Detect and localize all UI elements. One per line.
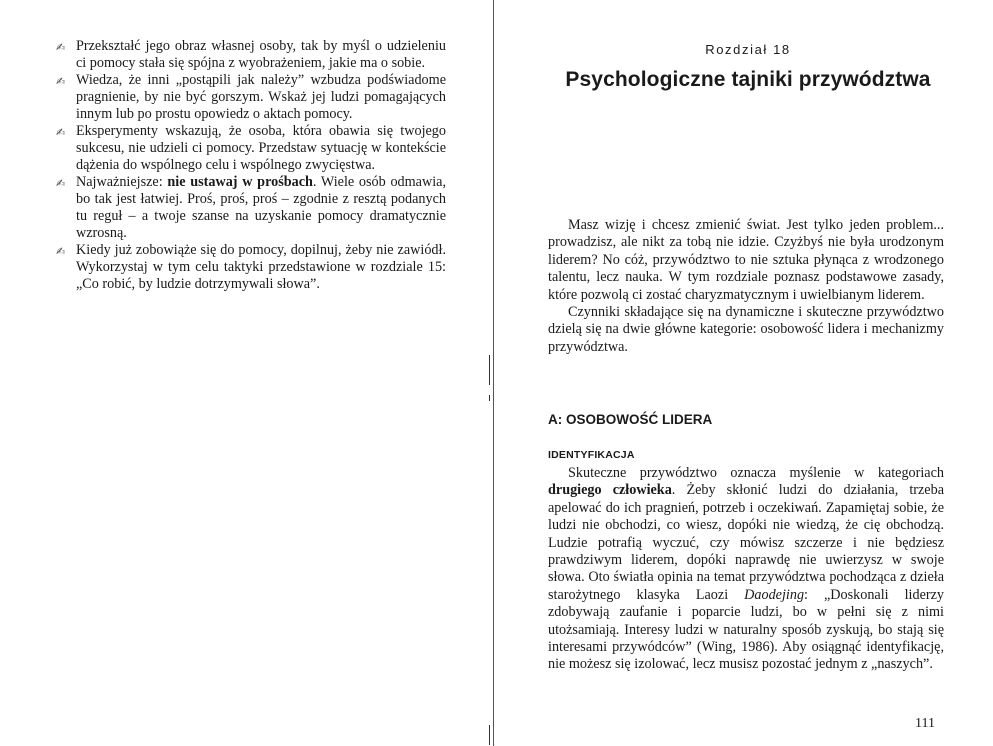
hand-writing-icon: ✍	[56, 41, 66, 54]
bullet-list	[56, 38, 446, 293]
intro-paragraph: Masz wizję i chcesz zmienić świat. Jest tylko jeden problem... prowadzisz, ale nikt za tobą nie idzie. Czyżbyś nie była urodzonym liderem? No cóż, przywództwo to nie sztuka płynąca z wrodzonego talentu, lecz nauka. W tym rozdziale poznasz podstawowe zasady, które pozwolą ci zostać charyzmatycznym i uwielbianym liderem.	[548, 217, 944, 303]
page-gutter	[493, 0, 494, 746]
gutter-mark	[489, 355, 490, 385]
section-body	[548, 465, 944, 674]
gutter-mark	[489, 725, 490, 745]
bullet-bold-run: nie ustawaj w prośbach	[167, 174, 313, 190]
section-heading: A: OSOBOWOŚĆ LIDERA	[548, 412, 713, 427]
chapter-title: Psychologiczne tajniki przywództwa	[565, 68, 931, 91]
body-text-run: . Żeby skłonić ludzi do działania, trzeba apelować do ich pragnień, potrzeb i oczekiwań. Zapamiętaj sobie, że ludzi nie obchodzi, co wiesz, dopóki nie wiedzą, że cię obchodzą. Ludzie potrafią wyczuć, czy mówisz szczerze i nie będziesz prawdziwym liderem, dopóki naprawdę nie uwierzysz w swoje słowa. Oto światła opinia na temat przywództwa pochodząca z dzieła starożytnego klasyka Laozi	[548, 482, 944, 603]
hand-writing-icon: ✍	[56, 126, 66, 139]
bullet-text-run: Przekształć jego obraz własnej osoby, tak by myśl o udzieleniu ci pomocy stała się spójna z wyobrażeniem, jakie ma o sobie.	[76, 38, 446, 71]
body-bold-run: drugiego człowieka	[548, 482, 672, 499]
bullet-text-run: . Wiele osób odmawia, bo tak jest łatwiej. Proś, proś, proś – zgodnie z resztą podanych tu reguł – a twoje szanse na uzyskanie pomocy dramatycznie wzrosną.	[76, 174, 446, 241]
book-title: Daodejing	[744, 586, 805, 603]
bullet-item	[56, 123, 446, 174]
body-text-run: : „Doskonali liderzy zdobywają zaufanie i poparcie ludzi, bo w pełni się z nimi utożsamiają. Interesy ludzi w naturalny sposób zyskują, bo stają się interesami przywódców” (Wing, 1986). Aby osiągnąć identyfikację, nie możesz się izolować, lecz musisz pozostać jednym z „naszych”.	[548, 586, 945, 673]
bullet-item	[56, 242, 446, 293]
hand-writing-icon: ✍	[56, 75, 66, 88]
bullet-text-run: Kiedy już zobowiąże się do pomocy, dopilnuj, żeby nie zawiódł. Wykorzystaj w tym celu taktyki przedstawione w rozdziale 15: „Co robić, by ludzie dotrzymywali słowa”.	[76, 242, 446, 292]
bullet-text-run: Eksperymenty wskazują, że osoba, która obawia się twojego sukcesu, nie udzieli ci pomocy. Przedstaw sytuację w kontekście dążenia do wspólnego celu i wspólnego zwycięstwa.	[76, 123, 446, 173]
body-paragraph	[548, 465, 944, 674]
bullet-text-run: Najważniejsze:	[76, 174, 168, 190]
bullet-item	[56, 72, 446, 123]
bullet-text-run: Wiedza, że inni „postąpili jak należy” wzbudza podświadome pragnienie, by nie być gorszym. Wskaż jej ludzi pomagających innym lub po prostu opowiedz o aktach pomocy.	[76, 72, 446, 122]
bullet-item	[56, 38, 446, 72]
sub-heading: IDENTYFIKACJA	[548, 449, 635, 461]
hand-writing-icon: ✍	[56, 245, 66, 258]
chapter-label: Rozdział 18	[705, 42, 791, 57]
intro-paragraph: Czynniki składające się na dynamiczne i skuteczne przywództwo dzielą się na dwie główne kategorie: osobowość lidera i mechanizmy przywództwa.	[548, 304, 944, 355]
body-text-run: Skuteczne przywództwo oznacza myślenie w kategoriach	[568, 465, 944, 481]
gutter-mark	[489, 395, 490, 401]
hand-writing-icon: ✍	[56, 177, 66, 190]
page-number: 111	[915, 716, 935, 731]
left-page	[0, 0, 490, 746]
bullet-item	[56, 174, 446, 242]
chapter-intro	[548, 217, 944, 356]
